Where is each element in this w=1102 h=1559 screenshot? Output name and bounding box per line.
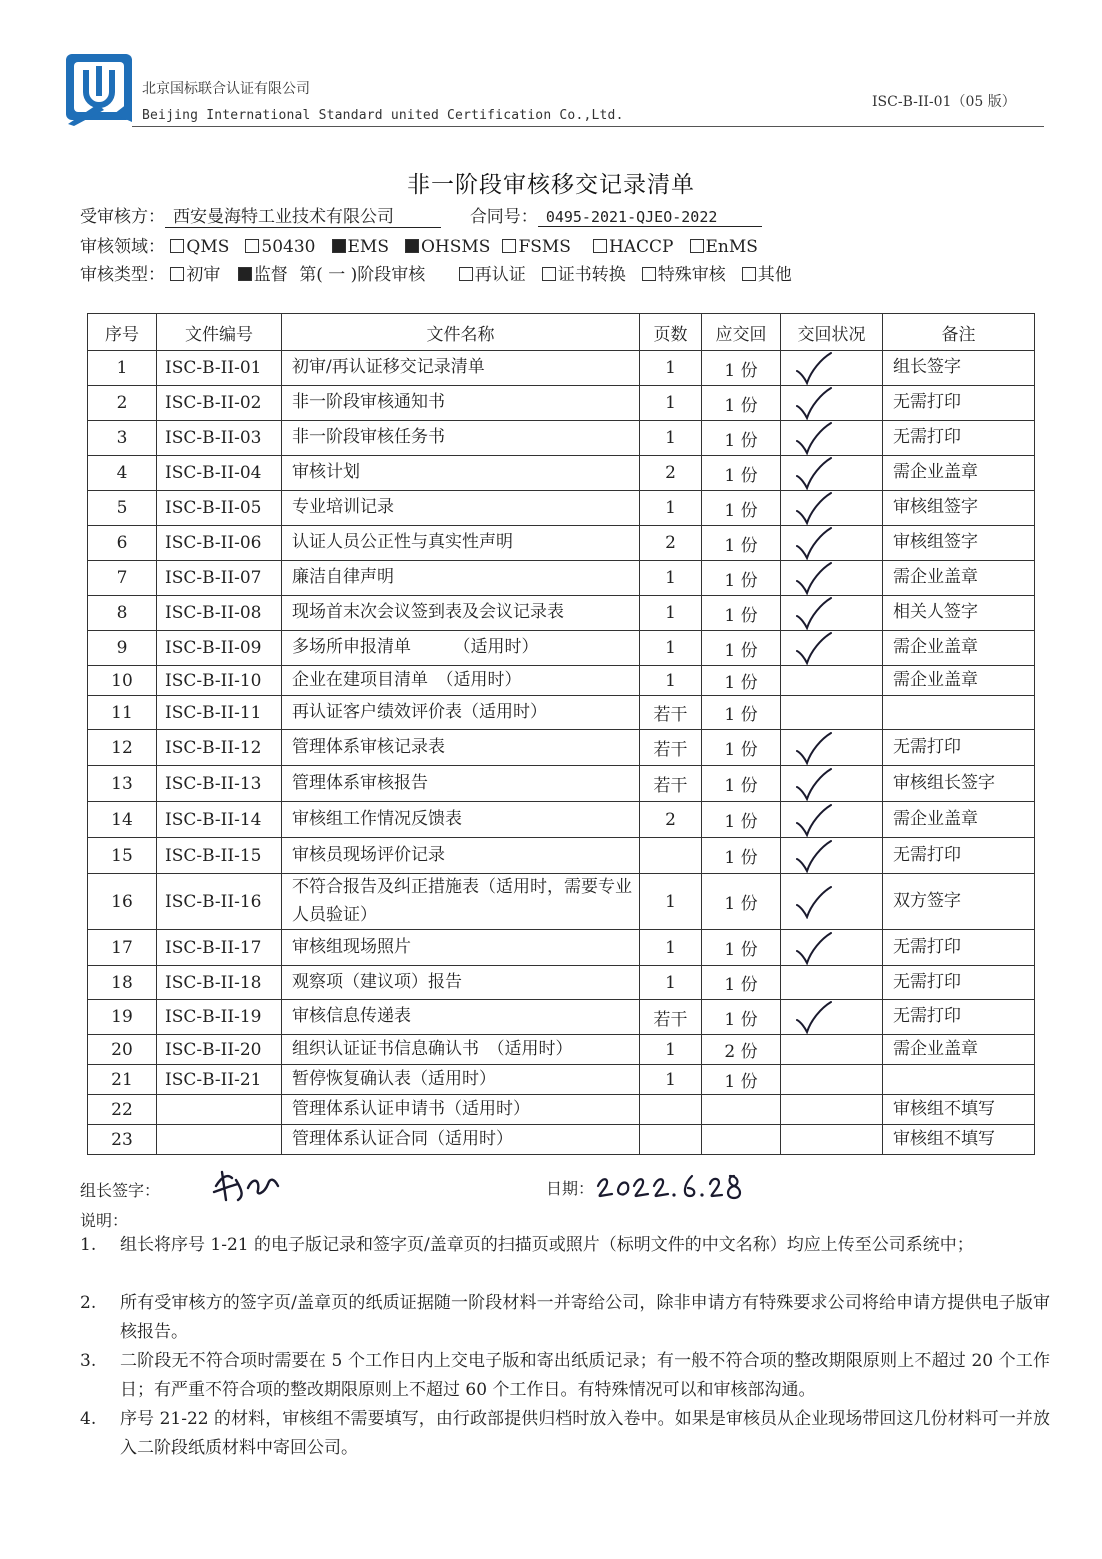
file-name: 初审/再认证移交记录清单 xyxy=(282,351,640,386)
option-qms[interactable]: QMS xyxy=(170,237,229,257)
handover-table xyxy=(87,313,1035,1155)
copies-due: 1 份 xyxy=(702,351,781,386)
row-number: 10 xyxy=(88,666,157,696)
audit-scope-label: 审核领域： xyxy=(80,237,165,257)
row-number: 21 xyxy=(88,1065,157,1095)
document-code: ISC-B-II-01（05 版） xyxy=(872,94,1016,110)
file-name: 审核计划 xyxy=(282,456,640,491)
checkbox-enms[interactable] xyxy=(690,239,704,253)
document-title: 非一阶段审核移交记录清单 xyxy=(407,172,695,198)
date-label: 日期： xyxy=(546,1179,595,1198)
remark: 无需打印 xyxy=(883,930,1035,966)
copies-due xyxy=(702,1125,781,1155)
page-count: 若干 xyxy=(640,730,702,766)
page-count: 若干 xyxy=(640,696,702,730)
remark xyxy=(883,696,1035,730)
file-code: ISC-B-II-01 xyxy=(157,351,282,386)
row-number: 17 xyxy=(88,930,157,966)
return-status xyxy=(781,838,883,874)
file-name: 廉洁自律声明 xyxy=(282,561,640,596)
copies-due: 1 份 xyxy=(702,874,781,930)
table-header-row xyxy=(88,314,1035,351)
page-count: 若干 xyxy=(640,1000,702,1035)
page-count: 1 xyxy=(640,386,702,421)
table-row xyxy=(88,1065,1035,1095)
return-status xyxy=(781,966,883,1000)
page-count xyxy=(640,838,702,874)
remark: 无需打印 xyxy=(883,838,1035,874)
remark: 需企业盖章 xyxy=(883,561,1035,596)
header-name: 文件名称 xyxy=(282,314,640,351)
row-number: 15 xyxy=(88,838,157,874)
table-row xyxy=(88,730,1035,766)
file-code xyxy=(157,1125,282,1155)
row-number: 20 xyxy=(88,1035,157,1065)
file-code: ISC-B-II-02 xyxy=(157,386,282,421)
table-row xyxy=(88,631,1035,666)
file-code: ISC-B-II-13 xyxy=(157,766,282,802)
row-number: 8 xyxy=(88,596,157,631)
checkmark-icon xyxy=(791,351,835,385)
file-code: ISC-B-II-17 xyxy=(157,930,282,966)
copies-due: 1 份 xyxy=(702,491,781,526)
table-row xyxy=(88,966,1035,1000)
remark: 需企业盖章 xyxy=(883,802,1035,838)
file-name: 审核组工作情况反馈表 xyxy=(282,802,640,838)
row-number: 2 xyxy=(88,386,157,421)
remark: 无需打印 xyxy=(883,966,1035,1000)
page-count: 若干 xyxy=(640,766,702,802)
file-code: ISC-B-II-14 xyxy=(157,802,282,838)
contract-value: 0495-2021-QJEO-2022 xyxy=(538,208,762,227)
option-50430[interactable]: 50430 xyxy=(245,237,315,257)
checkbox-ems[interactable] xyxy=(332,239,346,253)
file-code: ISC-B-II-18 xyxy=(157,966,282,1000)
checkbox-fsms[interactable] xyxy=(502,239,516,253)
copies-due: 1 份 xyxy=(702,696,781,730)
remark: 审核组不填写 xyxy=(883,1095,1035,1125)
file-name: 企业在建项目清单 （适用时） xyxy=(282,666,640,696)
row-number: 3 xyxy=(88,421,157,456)
file-code: ISC-B-II-12 xyxy=(157,730,282,766)
checkmark-icon xyxy=(791,885,835,919)
copies-due: 1 份 xyxy=(702,838,781,874)
page-count: 2 xyxy=(640,526,702,561)
copies-due: 1 份 xyxy=(702,596,781,631)
page-count xyxy=(640,1125,702,1155)
remark: 无需打印 xyxy=(883,421,1035,456)
copies-due: 1 份 xyxy=(702,1065,781,1095)
row-number: 14 xyxy=(88,802,157,838)
checkbox-type-other-2[interactable] xyxy=(642,267,656,281)
return-status xyxy=(781,696,883,730)
row-number: 7 xyxy=(88,561,157,596)
checkbox-surveillance[interactable] xyxy=(238,267,252,281)
copies-due: 1 份 xyxy=(702,802,781,838)
remark: 需企业盖章 xyxy=(883,1035,1035,1065)
file-code: ISC-B-II-05 xyxy=(157,491,282,526)
return-status xyxy=(781,1065,883,1095)
page-count: 2 xyxy=(640,456,702,491)
remark: 无需打印 xyxy=(883,1000,1035,1035)
remark: 无需打印 xyxy=(883,386,1035,421)
copies-due: 1 份 xyxy=(702,421,781,456)
checkbox-type-other-0[interactable] xyxy=(459,267,473,281)
return-status xyxy=(781,930,883,966)
copies-due: 1 份 xyxy=(702,526,781,561)
header-returned: 交回状况 xyxy=(781,314,883,351)
row-number: 12 xyxy=(88,730,157,766)
company-name-en: Beijing International Standard united Certification Co.,Ltd. xyxy=(142,108,624,123)
file-name: 多场所申报清单 （适用时） xyxy=(282,631,640,666)
checkmark-icon xyxy=(791,1000,835,1034)
table-row xyxy=(88,596,1035,631)
file-code: ISC-B-II-08 xyxy=(157,596,282,631)
audit-type-row xyxy=(80,260,808,285)
header-copies: 应交回 xyxy=(702,314,781,351)
checkmark-icon xyxy=(791,421,835,455)
checkbox-ohsms[interactable] xyxy=(405,239,419,253)
option-initial[interactable]: 初审 xyxy=(170,260,220,285)
page-count: 1 xyxy=(640,666,702,696)
table-row xyxy=(88,1125,1035,1155)
file-code: ISC-B-II-16 xyxy=(157,874,282,930)
remark: 审核组长签字 xyxy=(883,766,1035,802)
checkmark-icon xyxy=(791,631,835,665)
table-row xyxy=(88,930,1035,966)
file-name: 非一阶段审核通知书 xyxy=(282,386,640,421)
row-number: 23 xyxy=(88,1125,157,1155)
file-code: ISC-B-II-15 xyxy=(157,838,282,874)
row-number: 4 xyxy=(88,456,157,491)
header-divider xyxy=(132,126,1044,127)
row-number: 5 xyxy=(88,491,157,526)
copies-due xyxy=(702,1095,781,1125)
page-count: 1 xyxy=(640,421,702,456)
option-enms[interactable]: EnMS xyxy=(690,237,758,257)
table-row xyxy=(88,1035,1035,1065)
table-body xyxy=(88,351,1035,1155)
checkbox-type-other-1[interactable] xyxy=(542,267,556,281)
remark: 审核组不填写 xyxy=(883,1125,1035,1155)
remark: 相关人签字 xyxy=(883,596,1035,631)
return-status xyxy=(781,1095,883,1125)
checkbox-initial[interactable] xyxy=(170,267,184,281)
auditee-value: 西安曼海特工业技术有限公司 xyxy=(165,202,441,228)
page-count: 2 xyxy=(640,802,702,838)
audit-scope-row xyxy=(80,232,774,257)
return-status xyxy=(781,421,883,456)
return-status xyxy=(781,526,883,561)
file-name: 不符合报告及纠正措施表（适用时，需要专业人员验证） xyxy=(282,874,640,930)
contract-label: 合同号： xyxy=(469,207,538,227)
file-name: 专业培训记录 xyxy=(282,491,640,526)
return-status xyxy=(781,1000,883,1035)
auditee-row xyxy=(80,202,762,228)
table-row xyxy=(88,386,1035,421)
checkbox-haccp[interactable] xyxy=(593,239,607,253)
remark xyxy=(883,1065,1035,1095)
file-code: ISC-B-II-10 xyxy=(157,666,282,696)
remark: 需企业盖章 xyxy=(883,666,1035,696)
copies-due: 1 份 xyxy=(702,666,781,696)
file-code: ISC-B-II-09 xyxy=(157,631,282,666)
table-row xyxy=(88,1000,1035,1035)
checkmark-icon xyxy=(791,526,835,560)
checkbox-qms[interactable] xyxy=(170,239,184,253)
file-code: ISC-B-II-07 xyxy=(157,561,282,596)
page-count: 1 xyxy=(640,930,702,966)
return-status xyxy=(781,351,883,386)
page-count: 1 xyxy=(640,874,702,930)
checkmark-icon xyxy=(791,839,835,873)
remark: 需企业盖章 xyxy=(883,631,1035,666)
page-count: 1 xyxy=(640,351,702,386)
row-number: 18 xyxy=(88,966,157,1000)
checkmark-icon xyxy=(791,456,835,490)
return-status xyxy=(781,456,883,491)
audit-scope-options xyxy=(170,237,774,257)
header-code: 文件编号 xyxy=(157,314,282,351)
checkmark-icon xyxy=(791,767,835,801)
file-name: 审核组现场照片 xyxy=(282,930,640,966)
copies-due: 1 份 xyxy=(702,766,781,802)
return-status xyxy=(781,766,883,802)
return-status xyxy=(781,730,883,766)
return-status xyxy=(781,666,883,696)
company-logo xyxy=(64,52,134,126)
row-number: 9 xyxy=(88,631,157,666)
notes-title: 说明： xyxy=(80,1211,129,1230)
checkmark-icon xyxy=(791,731,835,765)
option-ohsms[interactable]: OHSMS xyxy=(405,237,490,257)
table-row xyxy=(88,666,1035,696)
copies-due: 1 份 xyxy=(702,930,781,966)
option-ems[interactable]: EMS xyxy=(332,237,389,257)
header-no: 序号 xyxy=(88,314,157,351)
company-name-cn: 北京国标联合认证有限公司 xyxy=(142,81,310,97)
row-number: 13 xyxy=(88,766,157,802)
return-status xyxy=(781,596,883,631)
copies-due: 2 份 xyxy=(702,1035,781,1065)
option-type-other-2[interactable]: 特殊审核 xyxy=(642,260,726,285)
copies-due: 1 份 xyxy=(702,730,781,766)
file-name: 非一阶段审核任务书 xyxy=(282,421,640,456)
copies-due: 1 份 xyxy=(702,561,781,596)
table-row xyxy=(88,491,1035,526)
file-code: ISC-B-II-06 xyxy=(157,526,282,561)
file-code xyxy=(157,1095,282,1125)
table-row xyxy=(88,696,1035,730)
file-name: 管理体系认证申请书（适用时） xyxy=(282,1095,640,1125)
table-row xyxy=(88,456,1035,491)
checkbox-type-other-3[interactable] xyxy=(742,267,756,281)
copies-due: 1 份 xyxy=(702,1000,781,1035)
checkmark-icon xyxy=(791,386,835,420)
copies-due: 1 份 xyxy=(702,386,781,421)
file-name: 审核信息传递表 xyxy=(282,1000,640,1035)
page-count: 1 xyxy=(640,1065,702,1095)
table-row xyxy=(88,561,1035,596)
remark: 审核组签字 xyxy=(883,491,1035,526)
option-type-other-0[interactable]: 再认证 xyxy=(459,260,526,285)
leader-signature-mark xyxy=(208,1166,288,1204)
table-row xyxy=(88,838,1035,874)
handwritten-date xyxy=(594,1170,744,1204)
file-code: ISC-B-II-11 xyxy=(157,696,282,730)
file-name: 认证人员公正性与真实性声明 xyxy=(282,526,640,561)
row-number: 6 xyxy=(88,526,157,561)
row-number: 22 xyxy=(88,1095,157,1125)
option-haccp[interactable]: HACCP xyxy=(593,237,674,257)
checkmark-icon xyxy=(791,491,835,525)
table-row xyxy=(88,526,1035,561)
file-name: 管理体系认证合同（适用时） xyxy=(282,1125,640,1155)
row-number: 1 xyxy=(88,351,157,386)
option-surveillance[interactable]: 监督 xyxy=(238,260,288,285)
file-name: 审核员现场评价记录 xyxy=(282,838,640,874)
file-name: 管理体系审核记录表 xyxy=(282,730,640,766)
checkmark-icon xyxy=(791,596,835,630)
remark: 组长签字 xyxy=(883,351,1035,386)
file-code: ISC-B-II-04 xyxy=(157,456,282,491)
checkmark-icon xyxy=(791,803,835,837)
return-status xyxy=(781,491,883,526)
file-name: 现场首末次会议签到表及会议记录表 xyxy=(282,596,640,631)
row-number: 19 xyxy=(88,1000,157,1035)
checkbox-50430[interactable] xyxy=(245,239,259,253)
table-row xyxy=(88,766,1035,802)
copies-due: 1 份 xyxy=(702,631,781,666)
file-code: ISC-B-II-20 xyxy=(157,1035,282,1065)
audit-type-other-options xyxy=(459,265,808,285)
remark: 需企业盖章 xyxy=(883,456,1035,491)
remark: 审核组签字 xyxy=(883,526,1035,561)
file-code: ISC-B-II-21 xyxy=(157,1065,282,1095)
row-number: 16 xyxy=(88,874,157,930)
auditee-label: 受审核方： xyxy=(80,207,165,227)
return-status xyxy=(781,386,883,421)
return-status xyxy=(781,561,883,596)
option-type-other-1[interactable]: 证书转换 xyxy=(542,260,626,285)
row-number: 11 xyxy=(88,696,157,730)
option-fsms[interactable]: FSMS xyxy=(502,237,571,257)
checkmark-icon xyxy=(791,561,835,595)
remark: 无需打印 xyxy=(883,730,1035,766)
file-name: 再认证客户绩效评价表（适用时） xyxy=(282,696,640,730)
file-name: 管理体系审核报告 xyxy=(282,766,640,802)
checkmark-icon xyxy=(791,931,835,965)
leader-signature-label: 组长签字： xyxy=(80,1181,161,1200)
return-status xyxy=(781,802,883,838)
file-name: 暂停恢复确认表（适用时） xyxy=(282,1065,640,1095)
return-status xyxy=(781,874,883,930)
page-count: 1 xyxy=(640,631,702,666)
table-row xyxy=(88,351,1035,386)
table-row xyxy=(88,421,1035,456)
page-count: 1 xyxy=(640,491,702,526)
file-code: ISC-B-II-03 xyxy=(157,421,282,456)
page-count xyxy=(640,1095,702,1125)
stage-text: 第( 一 )阶段审核 xyxy=(299,265,426,285)
remark: 双方签字 xyxy=(883,874,1035,930)
page-count: 1 xyxy=(640,561,702,596)
audit-type-label: 审核类型： xyxy=(80,265,165,285)
file-code: ISC-B-II-19 xyxy=(157,1000,282,1035)
table-row xyxy=(88,874,1035,930)
page-count: 1 xyxy=(640,1035,702,1065)
page-count: 1 xyxy=(640,596,702,631)
file-name: 观察项（建议项）报告 xyxy=(282,966,640,1000)
copies-due: 1 份 xyxy=(702,456,781,491)
return-status xyxy=(781,631,883,666)
header-remark: 备注 xyxy=(883,314,1035,351)
option-type-other-3[interactable]: 其他 xyxy=(742,260,792,285)
return-status xyxy=(781,1125,883,1155)
page-count: 1 xyxy=(640,966,702,1000)
copies-due: 1 份 xyxy=(702,966,781,1000)
header-pages: 页数 xyxy=(640,314,702,351)
file-name: 组织认证证书信息确认书 （适用时） xyxy=(282,1035,640,1065)
return-status xyxy=(781,1035,883,1065)
table-row xyxy=(88,802,1035,838)
document-page: 北京国标联合认证有限公司 Beijing International Standard united Certification Co.,Ltd. ISC-B-II-01（05 版） 非一阶段审核移交记录清单 受审核方： 西安曼海特工业技术有限公司 合同号： 0495-2021-QJEO-2022 审核领域： QMS 50430 EMS OHSMS FSMS HACCP EnMS 审核类型： 初审 监督 第( 一 )阶段审核 再认证 证书转换 特殊审核 其他 序号 文件编号 文件名称 页数 应交回 交回状况 备注 1 ISC-B-II-01 初审/再认证移交记录清单 1 1 份 组长签字 2 ISC-B-II-02 非一阶段审核通知书 1 1 份 无需打印 3 ISC-B-II-03 非一阶段审核任务书 1 1 份 无需打印 4 ISC-B-II-04 审核计划 2 1 份 需企业盖章 5 ISC-B-II-05 专业培训记录 1 1 份 审核组签字 6 ISC-B-II-06 认证人员公正性与真实性声明 2 1 份 审核组签字 7 ISC-B-II-07 廉洁自律声明 1 1 份 需企业盖章 8 ISC-B-II-08 现场首末次会议签到表及会议记录表 1 1 份 相关人签字 9 ISC-B-II-09 多场所申报清单 （适用时） 1 1 份 需企业盖章 10 ISC-B-II-10 企业在建项目清单 （适用时） 1 1 份 需企业盖章 11 ISC-B-II-11 再认证客户绩效评价表（适用时） 若干 1 份 12 ISC-B-II-12 管理体系审核记录表 若干 1 份 无需打印 13 ISC-B-II-13 管理体系审核报告 若干 1 份 审核组长签字 14 ISC-B-II-14 审核组工作情况反馈表 2 1 份 需企业盖章 15 ISC-B-II-15 审核员现场评价记录 1 份 无需打印 16 ISC-B-II-16 不符合报告及纠正措施表（适用时，需要专业人员验证） 1 1 份 双方签字 17 ISC-B-II-17 审核组现场照片 1 1 份 无需打印 18 ISC-B-II-18 观察项（建议项）报告 1 1 份 无需打印 19 ISC-B-II-19 审核信息传递表 若干 1 份 无需打印 20 ISC-B-II-20 组织认证证书信息确认书 （适用时） 1 2 份 需企业盖章 21 ISC-B-II-21 暂停恢复确认表（适用时） 1 1 份 22 管理体系认证申请书（适用时） 审核组不填写 23 管理体系认证合同（适用时） 审核组不填写 组长签字： 日期： 说明： 1. 组长将序号 1-21 的电子版记录和签字页/盖章页的扫描页或照片（标明文件的中文名称）均应上传至公司系统中； 2. 所有受审核方的签字页/盖章页的纸质证据随一阶段材料一并寄给公司，除非申请方有特殊要求公司将给申请方提供电子版审核报告。 3. 二阶段无不符合项时需要在 5 个工作日内上交电子版和寄出纸质记录；有一般不符合项的整改期限原则上不超过 20 个工作日；有严重不符合项的整改期限原则上不超过 60 个工作日。有特殊情况可以和审核部沟通。 4. 序号 21-22 的材料，审核组不需要填写，由行政部提供归档时放入卷中。如果是审核员从企业现场带回这几份材料可一并放入二阶段纸质材料中寄回公司。 xyxy=(0,0,1102,1559)
table-row xyxy=(88,1095,1035,1125)
